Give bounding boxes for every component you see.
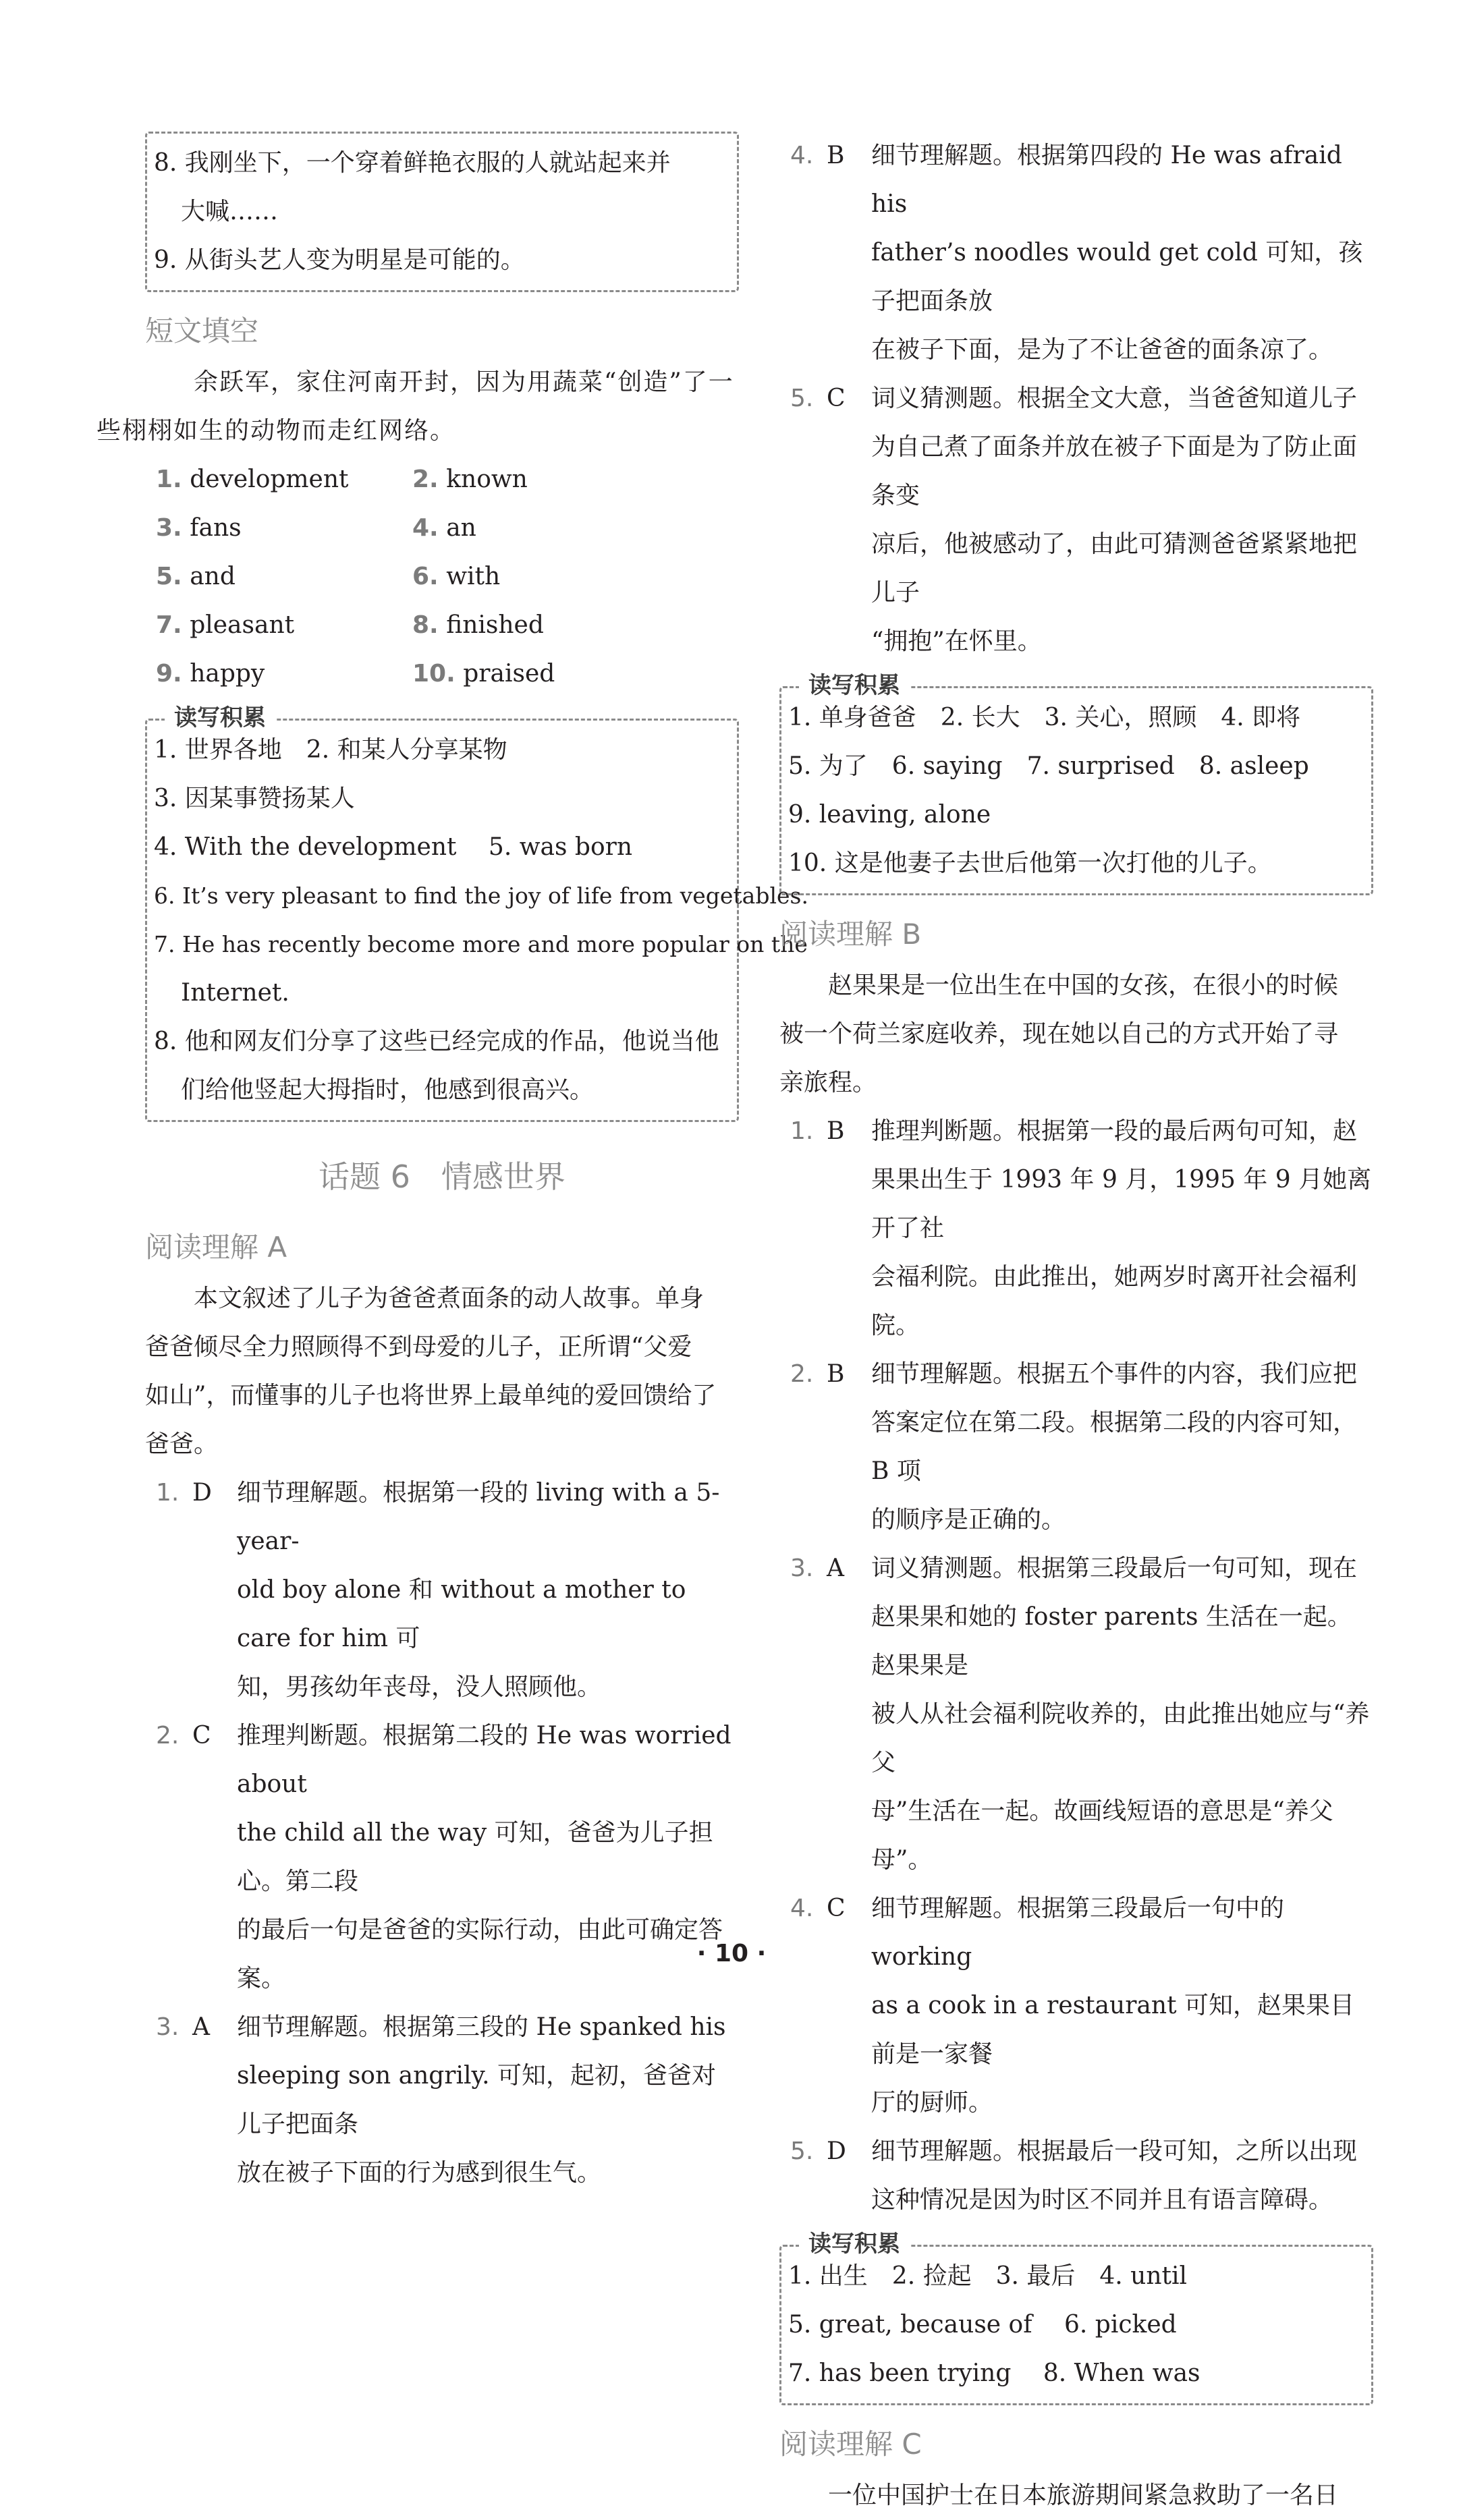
question-item <box>779 1884 1373 2127</box>
box-title: 读写积累 <box>799 668 910 703</box>
intro-line: 些栩栩如生的动物而走红网络。 <box>96 417 456 445</box>
reading-c-intro: 一位中国护士在日本旅游期间紧急救助了一名日 <box>828 2482 1339 2509</box>
question-line: 细节理解题。根据第一段的 living with a 5-year- <box>237 1479 720 1555</box>
question-item <box>779 1544 1373 1884</box>
box-line: 大喊…… <box>181 198 279 225</box>
question-number: 4. <box>790 142 814 169</box>
section-title-short-fill: 短文填空 <box>145 314 259 347</box>
question-item <box>779 374 1373 666</box>
question-number: 5. <box>790 385 814 412</box>
answer-item: 10. praised <box>412 660 555 688</box>
box-line: 10. 这是他妻子去世后他第一次打他的儿子。 <box>788 849 1272 877</box>
question-line: 果果出生于 1993 年 9 月，1995 年 9 月她离开了社 <box>871 1166 1372 1242</box>
question-line: 知，男孩幼年丧母，没人照顾他。 <box>237 1673 602 1701</box>
question-item <box>779 1350 1373 1544</box>
intro-line: 被一个荷兰家庭收养，现在她以自己的方式开始了寻 <box>779 1020 1339 1048</box>
question-line: as a cook in a restaurant 可知，赵果果目前是一家餐 <box>871 1992 1354 2068</box>
question-line: 在被子下面，是为了不让爸爸的面条凉了。 <box>871 336 1333 364</box>
intro-line: 如山”，而懂事的儿子也将世界上最单纯的爱回馈给了 <box>145 1382 717 1409</box>
answer-item: 8. finished <box>412 611 544 639</box>
question-line: 细节理解题。根据第三段的 He spanked his <box>237 2013 726 2041</box>
question-line: 母”生活在一起。故画线短语的意思是“养父母”。 <box>871 1797 1333 1874</box>
right-column <box>779 132 1373 2520</box>
reading-writing-box <box>779 672 1373 895</box>
box-line: 9. leaving, alone <box>788 801 991 829</box>
reading-a-intro <box>145 1275 739 1469</box>
page-number: · 10 · <box>696 1940 767 1967</box>
question-line: 细节理解题。根据第三段最后一句中的 working <box>871 1895 1285 1971</box>
question-answer: B <box>827 1117 845 1145</box>
short-fill-answers <box>145 455 739 698</box>
question-line: 推理判断题。根据第二段的 He was worried about <box>237 1722 732 1798</box>
question-answer: B <box>827 1360 845 1388</box>
box-line: 6. It’s very pleasant to find the joy of life from vegetables. <box>154 883 808 909</box>
question-number: 3. <box>790 1555 814 1582</box>
box-line: 1. 单身爸爸 2. 长大 3. 关心，照顾 4. 即将 <box>788 704 1301 731</box>
intro-line: 赵果果是一位出生在中国的女孩，在很小的时候 <box>828 972 1339 999</box>
answer-box-continued <box>145 132 739 292</box>
question-line: 厅的厨师。 <box>871 2089 993 2117</box>
section-title-reading-b: 阅读理解 B <box>779 918 922 951</box>
box-line: 4. With the development 5. was born <box>154 833 633 861</box>
question-number: 2. <box>790 1360 814 1388</box>
question-item <box>779 2127 1373 2224</box>
question-line: “拥抱”在怀里。 <box>871 627 1042 655</box>
question-answer: C <box>827 385 846 412</box>
question-answer: B <box>827 142 845 169</box>
question-line: old boy alone 和 without a mother to care for him 可 <box>237 1576 686 1652</box>
question-answer: A <box>192 2013 210 2041</box>
question-number: 1. <box>156 1479 180 1507</box>
question-item <box>145 2003 739 2197</box>
question-answer: D <box>192 1479 212 1507</box>
intro-line: 爸爸。 <box>145 1430 219 1458</box>
box-line: 8. 他和网友们分享了这些已经完成的作品，他说当他 <box>154 1028 719 1055</box>
question-number: 2. <box>156 1722 180 1749</box>
question-line: 词义猜测题。根据第三段最后一句可知，现在 <box>871 1555 1358 1582</box>
intro-line: 亲旅程。 <box>779 1069 877 1096</box>
question-line: 的最后一句是爸爸的实际行动，由此可确定答案。 <box>237 1916 723 1992</box>
short-fill-intro <box>96 358 739 455</box>
answer-item: 2. known <box>412 466 528 493</box>
question-line: 赵果果和她的 foster parents 生活在一起。赵果果是 <box>871 1603 1352 1679</box>
question-answer: D <box>827 2137 846 2165</box>
section-title-reading-a: 阅读理解 A <box>145 1231 287 1264</box>
box-line: 们给他竖起大拇指时，他感到很高兴。 <box>181 1076 595 1104</box>
box-line: 7. has been trying 8. When was <box>788 2359 1200 2387</box>
answer-item: 7. pleasant <box>156 611 295 639</box>
answer-item: 4. an <box>412 514 476 542</box>
box-line: 8. 我刚坐下，一个穿着鲜艳衣服的人就站起来并 <box>154 149 671 177</box>
question-line: 细节理解题。根据最后一段可知，之所以出现 <box>871 2137 1358 2165</box>
question-item <box>145 1469 739 1712</box>
question-line: 这种情况是因为时区不同并且有语言障碍。 <box>871 2186 1333 2214</box>
question-line: sleeping son angrily. 可知，起初，爸爸对儿子把面条 <box>237 2062 716 2138</box>
question-line: 答案定位在第二段。根据第二段的内容可知，B 项 <box>871 1409 1358 1485</box>
question-item <box>779 1107 1373 1350</box>
box-line: 1. 世界各地 2. 和某人分享某物 <box>154 736 507 764</box>
answer-item: 1. development <box>156 466 349 493</box>
question-line: the child all the way 可知，爸爸为儿子担心。第二段 <box>237 1819 713 1895</box>
box-line: Internet. <box>181 979 289 1007</box>
question-line: 会福利院。由此推出，她两岁时离开社会福利院。 <box>871 1263 1358 1339</box>
box-line: 3. 因某事赞扬某人 <box>154 785 355 812</box>
intro-line: 余跃军，家住河南开封，因为用蔬菜“创造”了一 <box>194 368 734 396</box>
answer-item: 9. happy <box>156 660 265 688</box>
question-line: 细节理解题。根据五个事件的内容，我们应把 <box>871 1360 1358 1388</box>
intro-line: 爸爸倾尽全力照顾得不到母爱的儿子，正所谓“父爱 <box>145 1333 692 1361</box>
reading-writing-box <box>145 704 808 1122</box>
answer-item: 6. with <box>412 563 501 590</box>
intro-line: 本文叙述了儿子为爸爸煮面条的动人故事。单身 <box>194 1285 705 1312</box>
answer-item: 5. and <box>156 563 236 590</box>
question-line: 被人从社会福利院收养的，由此推出她应与“养父 <box>871 1700 1370 1776</box>
question-line: 凉后，他被感动了，由此可猜测爸爸紧紧地把儿子 <box>871 530 1358 607</box>
question-line: 的顺序是正确的。 <box>871 1506 1066 1534</box>
left-column <box>96 132 808 2197</box>
question-line: 细节理解题。根据第四段的 He was afraid his <box>871 142 1342 218</box>
box-title: 读写积累 <box>799 2227 910 2262</box>
section-title-reading-c: 阅读理解 C <box>779 2428 922 2461</box>
question-number: 5. <box>790 2137 814 2165</box>
question-line: father’s noodles would get cold 可知，孩子把面条放 <box>871 239 1363 315</box>
question-line: 放在被子下面的行为感到很生气。 <box>237 2159 602 2187</box>
box-title: 读写积累 <box>165 700 275 735</box>
question-line: 词义猜测题。根据全文大意，当爸爸知道儿子 <box>871 385 1358 412</box>
box-line: 1. 出生 2. 捡起 3. 最后 4. until <box>788 2262 1188 2290</box>
question-answer: C <box>192 1722 211 1749</box>
question-line: 为自己煮了面条并放在被子下面是为了防止面条变 <box>871 433 1358 509</box>
question-number: 1. <box>790 1117 814 1145</box>
question-number: 3. <box>156 2013 180 2041</box>
box-line: 9. 从街头艺人变为明星是可能的。 <box>154 246 525 274</box>
answer-item: 3. fans <box>156 514 242 542</box>
box-line: 5. 为了 6. saying 7. surprised 8. asleep <box>788 752 1309 780</box>
reading-writing-box <box>779 2231 1373 2405</box>
question-item <box>779 132 1373 374</box>
question-number: 4. <box>790 1895 814 1922</box>
topic-title: 话题 6 情感世界 <box>319 1158 565 1195</box>
reading-b-intro <box>779 961 1373 1107</box>
question-answer: C <box>827 1895 846 1922</box>
box-line: 5. great, because of 6. picked <box>788 2311 1177 2339</box>
box-line: 7. He has recently become more and more popular on the <box>154 931 808 957</box>
question-line: 推理判断题。根据第一段的最后两句可知，赵 <box>871 1117 1358 1145</box>
question-answer: A <box>827 1555 844 1582</box>
